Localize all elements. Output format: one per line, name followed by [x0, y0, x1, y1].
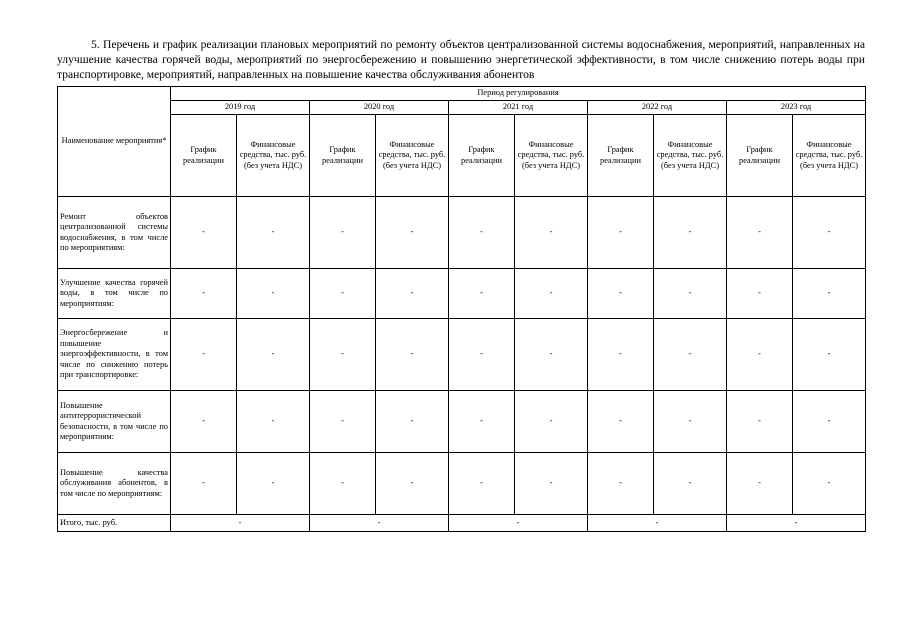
year-header: 2021 год	[449, 101, 588, 115]
finance-header: Финансовые средства, тыс. руб. (без учета НДС)	[515, 115, 588, 197]
year-header: 2019 год	[171, 101, 310, 115]
table-cell: -	[237, 269, 310, 319]
finance-header: Финансовые средства, тыс. руб. (без учета НДС)	[654, 115, 727, 197]
table-cell: -	[515, 269, 588, 319]
table-cell: -	[310, 453, 376, 515]
table-cell: -	[515, 391, 588, 453]
activities-table	[57, 86, 866, 532]
table-cell: -	[654, 453, 727, 515]
total-cell: -	[310, 515, 449, 532]
table-cell: -	[310, 319, 376, 391]
table-cell: -	[171, 197, 237, 269]
activity-name: Повышение антитеррористической безопасности, в том числе по мероприятиям:	[58, 391, 171, 453]
total-cell: -	[171, 515, 310, 532]
total-row	[58, 515, 866, 532]
table-cell: -	[376, 319, 449, 391]
table-cell: -	[376, 453, 449, 515]
table-cell: -	[449, 319, 515, 391]
table-row	[58, 269, 866, 319]
table-cell: -	[171, 269, 237, 319]
section-heading: 5. Перечень и график реализации плановых мероприятий по ремонту объектов централизованной системы водоснабжения, мероприятий, направленных на улучшение качества горячей воды, мероприятий по энергосбережению и повышению энергетической эффективности, в том числе снижению потерь воды при транспортировке, мероприятий, направленных на повышение качества обслуживания абонентов	[57, 38, 865, 81]
activity-name: Ремонт объектов централизованной системы водоснабжения, в том числе по мероприятиям:	[58, 197, 171, 269]
table-cell: -	[793, 269, 866, 319]
year-header: 2020 год	[310, 101, 449, 115]
table-cell: -	[376, 391, 449, 453]
year-header: 2022 год	[588, 101, 727, 115]
table-cell: -	[237, 319, 310, 391]
table-cell: -	[793, 197, 866, 269]
period-header: Период регулирования	[171, 87, 866, 101]
table-cell: -	[449, 453, 515, 515]
activity-name: Энергосбережение и повышение энергоэффективности, в том числе по снижению потерь при транспортировке:	[58, 319, 171, 391]
table-cell: -	[588, 391, 654, 453]
table-cell: -	[237, 197, 310, 269]
table-cell: -	[654, 391, 727, 453]
table-cell: -	[171, 453, 237, 515]
table-cell: -	[727, 269, 793, 319]
total-cell: -	[449, 515, 588, 532]
table-cell: -	[793, 391, 866, 453]
table-row	[58, 391, 866, 453]
table-cell: -	[449, 391, 515, 453]
table-cell: -	[515, 453, 588, 515]
table-cell: -	[449, 197, 515, 269]
finance-header: Финансовые средства, тыс. руб. (без учета НДС)	[376, 115, 449, 197]
table-cell: -	[588, 319, 654, 391]
table-cell: -	[310, 391, 376, 453]
schedule-header: График реализации	[727, 115, 793, 197]
table-cell: -	[171, 391, 237, 453]
table-cell: -	[588, 269, 654, 319]
table-cell: -	[727, 197, 793, 269]
finance-header: Финансовые средства, тыс. руб. (без учета НДС)	[237, 115, 310, 197]
schedule-header: График реализации	[449, 115, 515, 197]
table-row	[58, 197, 866, 269]
table-cell: -	[171, 319, 237, 391]
table-cell: -	[727, 319, 793, 391]
table-row	[58, 319, 866, 391]
table-cell: -	[727, 453, 793, 515]
table-cell: -	[793, 319, 866, 391]
finance-header: Финансовые средства, тыс. руб. (без учета НДС)	[793, 115, 866, 197]
total-label: Итого, тыс. руб.	[58, 515, 171, 532]
table-cell: -	[237, 391, 310, 453]
table-cell: -	[727, 391, 793, 453]
total-cell: -	[588, 515, 727, 532]
schedule-header: График реализации	[310, 115, 376, 197]
activity-name: Повышение качества обслуживания абонентов, в том числе по мероприятиям:	[58, 453, 171, 515]
table-cell: -	[449, 269, 515, 319]
total-cell: -	[727, 515, 866, 532]
table-cell: -	[376, 197, 449, 269]
table-cell: -	[654, 197, 727, 269]
schedule-header: График реализации	[171, 115, 237, 197]
table-cell: -	[654, 319, 727, 391]
schedule-header: График реализации	[588, 115, 654, 197]
table-cell: -	[237, 453, 310, 515]
table-cell: -	[310, 269, 376, 319]
table-cell: -	[515, 319, 588, 391]
table-cell: -	[588, 197, 654, 269]
table-cell: -	[793, 453, 866, 515]
name-column-header: Наименование мероприятия*	[58, 87, 171, 197]
table-cell: -	[654, 269, 727, 319]
table-cell: -	[310, 197, 376, 269]
year-header: 2023 год	[727, 101, 866, 115]
table-cell: -	[376, 269, 449, 319]
table-row	[58, 453, 866, 515]
activity-name: Улучшение качества горячей воды, в том числе по мероприятиям:	[58, 269, 171, 319]
table-cell: -	[515, 197, 588, 269]
table-cell: -	[588, 453, 654, 515]
